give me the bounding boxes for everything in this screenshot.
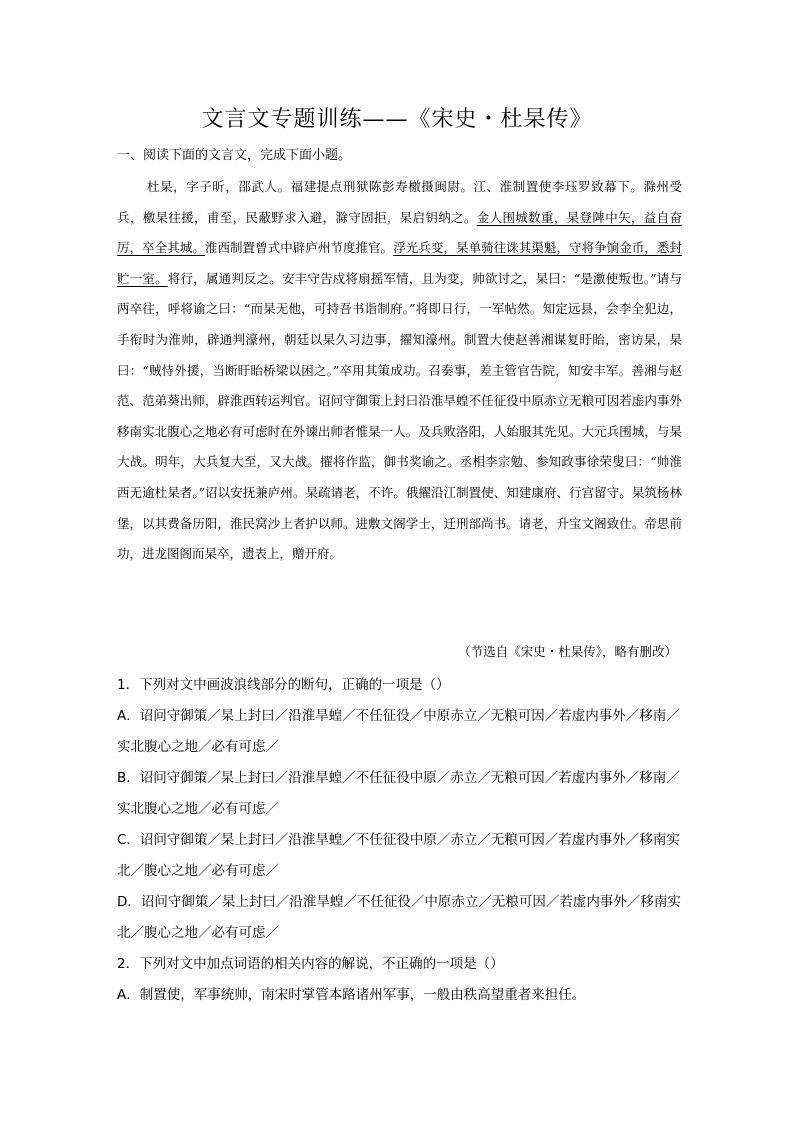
question-1-option-a: A．诏问守御策／杲上封曰／沿淮旱蝗／不任征役／中原赤立／无粮可因／若虚内事外／移南／实北腹心之地／必有可虑／ (117, 708, 680, 755)
question-2-option-a: A．制置使，军事统帅，南宋时掌管本路诸州军事，一般由秩高望重者来担任。 (117, 987, 586, 1003)
question-2-stem: 2．下列对文中加点词语的相关内容的解说，不正确的一项是（） (117, 956, 504, 972)
page-title: 文言文专题训练——《宋史・杜杲传》 (201, 107, 593, 132)
passage-text-3: 将行，属通判反之。安丰守告戍将扇摇军情，且为变，帅欲讨之，杲曰：“是激使叛也。”请与两卒往，呼将谕之曰：“而杲无他，可持吾书诣制府。”将即日行，一军帖然。知定远县，会李全犯边，手衔时为淮帅，辟通判濠州，朝廷以杲久习边事，擢知濠州。制置大使赵善湘谋复盱眙，密访杲，杲曰：“贼恃外援，当断盱眙桥梁以困之。”卒用其策成功。召奏事，差主管官告院，知安丰军。善湘与赵范、范弟葵出师，辟淮西转运判官。诏问守御策上封曰沿淮旱蝗不任征役中原赤立无粮可因若虚内事外移南实北腹心之地必有可虑时在外谏出师者惟杲一人。及兵败洛阳，人始服其先见。大元兵围城，与杲大战。明年，大兵复大至，又大战。擢将作监，御书奖谕之。丞相李宗勉、参知政事徐荣叟曰：“帅淮西无逾杜杲者。”诏以安抚兼庐州。杲疏请老，不许。俄擢沿江制置使、知建康府、行宫留守。杲筑杨林堡，以其费备历阳，淮民窝沙上者护以师。进敷文阁学士，迁刑部尚书。请老，升宝文阁致仕。帝思前功，进龙图阁而杲卒，遗表上，赠开府。 (117, 270, 682, 562)
question-1-option-d: D．诏问守御策／杲上封曰／沿淮旱蝗／不任征役／中原赤立／无粮可因／若虚内事外／移南实北／腹心之地／必有可虑／ (117, 894, 681, 941)
passage-text-2: 淮西制置曾式中辟庐州节度推官。 (204, 240, 394, 256)
question-1-option-c: C．诏问守御策／杲上封曰／沿淮旱蝗／不任征役中原／赤立／无粮可因／若虚内事外／移南实北／腹心之地／必有可虑／ (117, 832, 680, 879)
section-heading: 一、阅读下面的文言文，完成下面小题。 (117, 148, 352, 163)
passage-underlined-1: 金人围城数重，杲登陴中矢，益自奋厉，卒全其城。 (117, 209, 682, 256)
passage-underlined-2: 浮光兵变，杲单骑往诛其渠魁，守将争饷金币，悉封贮一室。 (117, 240, 682, 286)
question-1-stem: 1．下列对文中画波浪线部分的断句，正确的一项是（） (117, 677, 450, 693)
classical-passage (117, 172, 682, 570)
source-note: （节选自《宋史・杜杲传》，略有删改） (458, 644, 677, 659)
passage-text-1: 杜杲，字子昕，邵武人。福建提点刑狱陈彭寿檄摄闽尉。江、淮制置使李珏罗致幕下。滁州受兵，檄杲往援，甫至，民蔽野求入避，滁守固拒，杲启钥纳之。 (117, 179, 682, 225)
question-1-option-b: B．诏问守御策／杲上封曰／沿淮旱蝗／不任征役中原／赤立／无粮可因／若虚内事外／移南／实北腹心之地／必有可虑／ (117, 770, 680, 817)
